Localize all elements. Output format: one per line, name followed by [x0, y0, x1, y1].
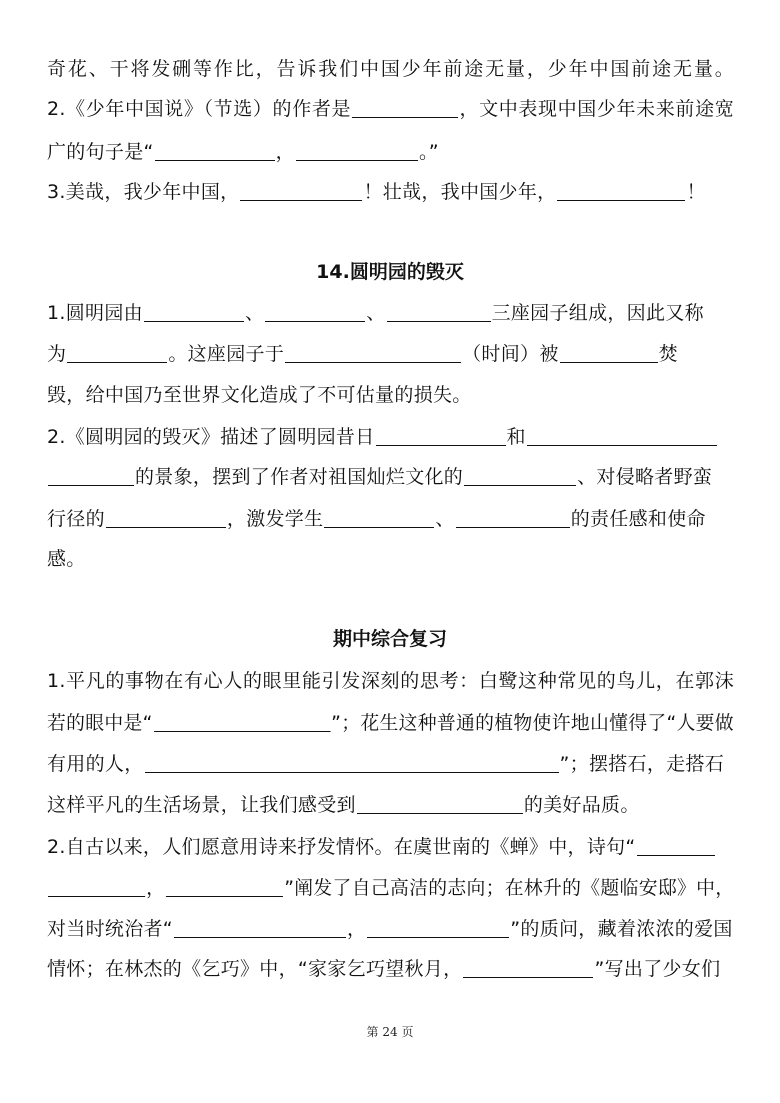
question-line — [47, 423, 734, 451]
answer-blank[interactable] — [464, 465, 576, 486]
answer-blank[interactable] — [285, 342, 461, 363]
answer-blank[interactable] — [154, 711, 330, 732]
question-line — [47, 138, 734, 166]
answer-blank[interactable] — [145, 752, 559, 773]
paragraph-text: 奇花、干将发硎等作比，告诉我们中国少年前途无量，少年中国前途无量。 — [47, 58, 734, 80]
question-text: ”阐发了自己高洁的志向；在林升的《题临安邸》中， — [284, 877, 735, 899]
question-line — [47, 915, 734, 943]
text-line — [47, 667, 734, 695]
answer-blank[interactable] — [324, 507, 434, 528]
text-line — [47, 381, 734, 409]
answer-blank[interactable] — [352, 97, 458, 118]
question-line — [47, 95, 734, 123]
answer-blank[interactable] — [296, 140, 418, 161]
answer-blank[interactable] — [637, 835, 715, 856]
answer-blank[interactable] — [48, 876, 145, 897]
answer-blank[interactable] — [144, 301, 244, 322]
question-line — [47, 955, 734, 983]
question-text: 的美好品质。 — [523, 794, 640, 816]
answer-blank[interactable] — [527, 425, 717, 446]
question-text: ”；花生这种普通的植物使许地山懂得了“人要做 — [331, 712, 734, 734]
question-text: 和 — [506, 426, 526, 448]
question-text: 对当时统治者“ — [47, 918, 173, 940]
answer-blank[interactable] — [240, 180, 362, 201]
page-number: 第 24 页 — [366, 1025, 414, 1039]
text-line — [47, 545, 734, 573]
answer-blank[interactable] — [265, 301, 365, 322]
question-text: 3.美哉，我少年中国， — [47, 181, 240, 203]
question-text: 的景象，摆到了作者对祖国灿烂文化的 — [135, 466, 464, 488]
answer-blank[interactable] — [155, 140, 275, 161]
question-text: ”；摆搭石，走搭石 — [559, 753, 725, 775]
question-text: ”的质问，藏着浓浓的爱国 — [510, 918, 733, 940]
question-text: 2.《少年中国说》（节选）的作者是 — [47, 98, 352, 120]
question-line — [47, 178, 734, 206]
question-text: 、 — [366, 302, 386, 324]
question-text: 1.圆明园由 — [47, 302, 143, 324]
answer-blank[interactable] — [367, 917, 509, 938]
answer-blank[interactable] — [166, 876, 283, 897]
answer-blank[interactable] — [376, 425, 506, 446]
question-text: ， — [346, 918, 367, 940]
question-text: 1.平凡的事物在有心人的眼里能引发深刻的思考：白鹭这种常见的鸟儿，在郭沫 — [47, 670, 734, 692]
question-text: 广的句子是“ — [47, 141, 154, 163]
answer-blank[interactable] — [456, 507, 570, 528]
question-text: ， — [146, 877, 166, 899]
question-text: 焚 — [658, 343, 678, 365]
answer-blank[interactable] — [106, 507, 226, 528]
section-title: 期中综合复习 — [332, 628, 447, 650]
answer-blank[interactable] — [174, 917, 346, 938]
question-line — [47, 750, 734, 778]
question-line — [47, 299, 734, 327]
question-text: 、 — [435, 508, 455, 530]
answer-blank[interactable] — [387, 301, 491, 322]
question-text: （时间）被 — [462, 343, 559, 365]
question-text: 2.《圆明园的毁灭》描述了圆明园昔日 — [47, 426, 375, 448]
answer-blank[interactable] — [560, 342, 658, 363]
answer-blank[interactable] — [557, 180, 685, 201]
question-text: ！ — [686, 181, 706, 203]
question-text: 行径的 — [47, 508, 105, 530]
question-text: 为 — [47, 343, 67, 365]
question-text: 若的眼中是“ — [47, 712, 153, 734]
question-line — [47, 874, 735, 902]
question-line — [47, 791, 734, 819]
question-text: ”写出了少女们 — [594, 958, 721, 980]
question-text: 、 — [244, 302, 265, 324]
section-title: 14.圆明园的毁灭 — [316, 261, 464, 283]
question-text: 的责任感和使命 — [570, 508, 706, 530]
answer-blank[interactable] — [48, 465, 134, 486]
question-text: 2.自古以来，人们愿意用诗来抒发情怀。在虞世南的《蝉》中，诗句“ — [47, 836, 636, 858]
question-line — [47, 340, 734, 368]
question-line — [47, 833, 734, 861]
question-text: 。” — [418, 141, 439, 163]
question-text: 。这座园子于 — [168, 343, 285, 365]
text-line — [47, 55, 734, 83]
question-line — [47, 505, 734, 533]
question-text: 三座园子组成，因此又称 — [491, 302, 704, 324]
question-text: ， — [275, 141, 295, 163]
question-text: ，文中表现中国少年未来前途宽 — [459, 98, 735, 120]
answer-blank[interactable] — [67, 342, 167, 363]
question-text: 毁，给中国乃至世界文化造成了不可估量的损失。 — [47, 384, 472, 406]
answer-blank[interactable] — [463, 957, 593, 978]
question-line — [47, 709, 734, 737]
question-line — [47, 463, 734, 491]
question-text: 感。 — [47, 548, 86, 570]
question-text: 情怀；在林杰的《乞巧》中，“家家乞巧望秋月， — [47, 958, 463, 980]
question-text: ，激发学生 — [226, 508, 324, 530]
answer-blank[interactable] — [357, 793, 523, 814]
question-text: ！壮哉，我中国少年， — [363, 181, 557, 203]
question-text: 这样平凡的生活场景，让我们感受到 — [47, 794, 356, 816]
question-text: 有用的人， — [47, 753, 144, 775]
question-text: 、对侵略者野蛮 — [577, 466, 713, 488]
